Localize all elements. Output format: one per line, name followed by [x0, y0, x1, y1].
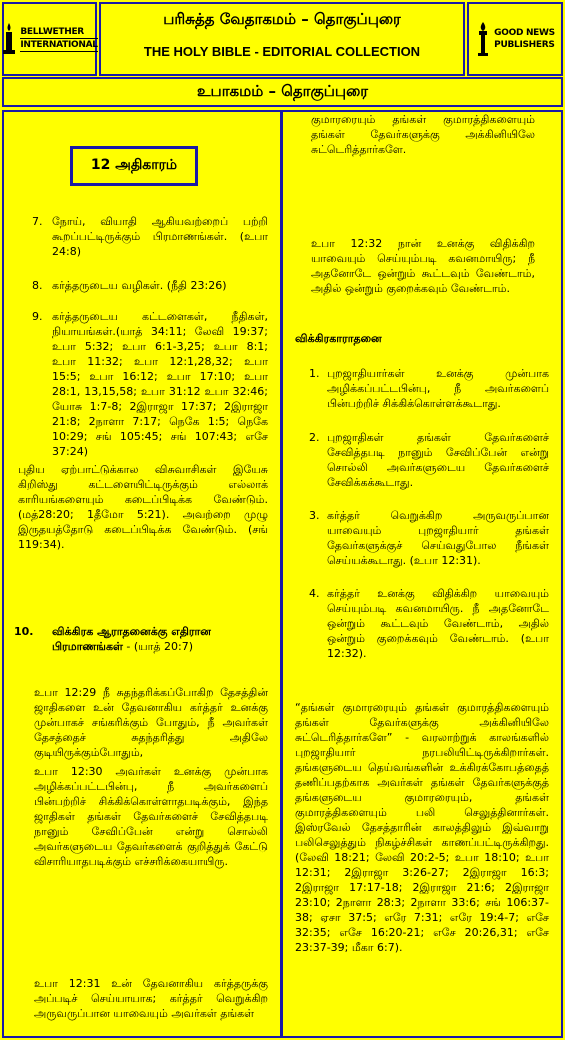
item-8-text: கர்த்தருடைய வழிகள். (நீதி 23:26) — [52, 279, 227, 292]
closing-paragraph: “தங்கள் குமாரரையும் தங்கள் குமாரத்திகளையும் தங்கள் தேவர்களுக்கு அக்கினியிலே சுட்டெரித்தார்களே” - வரலாற்றுக் காலங்களில் புறஜாதியார் நரபலியிட்டிருக்கிறார்கள். தங்களுடைய தெய்வங்களின் உக்கிரக்கோபத்தைத் தணிப்பதற்காக அவர்கள் தங்கள் தேவர்களுக்குத் தங்களுடைய குமாரரையும், தங்கள் குமாரத்திகளையும் பலி செலுத்தினார்கள். இஸ்ரவேல் தேசத்தாரின் காலத்திலும் இவ்வாறு பலிசெலுத்தும் நிகழ்ச்சிகள் காணப்பட்டிருக்கிறது. (லேவி 18:21; லேவி 20:2-5; உபா 18:10; உபா 12:31; 2இராஜா 3:26-27; 2இராஜா 16:3; 2இராஜா 17:17-18; 2இராஜா 21:6; 2இராஜா 23:10; 2நாளா 28:3; 2நாளா 33:6; சங் 106:37-38; ஏசா 37:5; எரே 7:31; எரே 19:4-7; எசே 32:35; எசே 16:20-21; எசே 20:26,31; எசே 23:37-39; மீகா 6:7). — [295, 701, 549, 954]
verse-12-32: உபா 12:32 நான் உனக்கு விதிக்கிற யாவையும் செய்யும்படி கவனமாயிரு; நீ அதனோடே ஒன்றும் கூட்டவும் வேண்டாம், அதில் ஒன்றும் குறைக்கவும் வேண்டாம். — [311, 237, 535, 295]
verse-12-29: உபா 12:29 நீ சுதந்தரிக்கப்போகிற தேசத்தின் ஜாதிகளை உன் தேவனாகிய கர்த்தர் உனக்கு முன்பாகச் சங்கரிக்கும் போதும், நீ அவர்கள் தேசத்தைச் சுதந்தரித்து அதிலே குடியிருக்கும்போதும், — [34, 686, 268, 759]
verse-12-30: உபா 12:30 அவர்கள் உனக்கு முன்பாக அழிக்கப்பட்டபின்பு, நீ அவர்களைப் பின்பற்றிச் சிக்கிக்கொள்ளாதபடிக்கும், இந்த ஜாதிகள் தங்கள் தேவர்களைச் சேவித்தபடி நானும் சேவிப்பேன் என்று சொல்லி அவர்களுடைய தேவர்களைக் குறித்துக் கேட்டு விசாரியாதபடிக்கும் எச்சரிக்கையாயிரு. — [34, 765, 268, 868]
item-10-heading: விக்கிரக ஆராதனைக்கு எதிரான பிரமாணங்கள் — [52, 625, 211, 653]
item-9-text: கர்த்தருடைய கட்டளைகள், நீதிகள், நியாயங்கள்.(யாத் 34:11; லேவி 19:37; உபா 5:32; உபா 6:1-3,25; உபா 8:1; உபா 11:32; உபா 12:1,28,32; உபா 15:5; உபா 16:12; உபா 17:10; உபா 28:1, 13,15,58; உபா 31:12 உபா 32:46; யோசு 1:7-8; 2இராஜா 17:37; 2இராஜா 21:8; 2நாளா 7:17; நெகே 1:5; நெகே 10:29; சங் 105:45; சங் 107:43; எசே 37:24) — [52, 310, 268, 458]
item-8-number: 8. — [32, 279, 43, 292]
item-7-number: 7. — [32, 215, 43, 228]
bellwether-logo-text — [20, 26, 97, 52]
chapter-label: 12 அதிகாரம் — [90, 157, 178, 173]
list-item-2-text: புறஜாதிகள் தங்கள் தேவர்களைச் சேவித்தபடி நானும் சேவிப்பேன் என்று சொல்லி அவர்களுடைய தேவர்களைச் சேவிக்கக்கூடாது. — [327, 431, 549, 489]
idolatry-heading: விக்கிரகாராதனை — [295, 332, 382, 345]
list-item-4-number: 4. — [309, 587, 320, 600]
gnp-logo-box — [467, 2, 563, 76]
torch-icon — [475, 21, 491, 57]
item-10-heading-block — [52, 624, 268, 654]
logo-word-2: INTERNATIONAL — [20, 40, 98, 50]
logo-word-1: BELLWETHER — [20, 26, 97, 39]
list-item-1-number: 1. — [309, 367, 320, 380]
list-item-1-text: புறஜாதியார்கள் உனக்கு முன்பாக அழிக்கப்பட்டபின்பு, நீ அவர்களைப் பின்பற்றிச் சிக்கிக்கொள்ளக்கூடாது. — [327, 367, 549, 410]
list-item-4-text: கர்த்தர் உனக்கு விதிக்கிற யாவையும் செய்யும்படி கவனமாயிரு. நீ அதனோடே ஒன்றும் கூட்டவும் வேண்டாம், அதில் ஒன்றும் குறைக்கவும் வேண்டாம். (உபா 12:32). — [327, 587, 549, 660]
verse-12-31: உபா 12:31 உன் தேவனாகிய கர்த்தருக்கு அப்படிச் செய்யாயாக; கர்த்தர் வெறுக்கிற அருவருப்பான யாவையும் அவர்கள் தங்கள் — [34, 977, 268, 1020]
logo-word-2: PUBLISHERS — [494, 40, 555, 50]
item-10-reference: - (யாத் 20:7) — [122, 640, 194, 653]
candle-icon — [1, 21, 17, 57]
bellwether-logo-box — [2, 2, 97, 76]
continued-paragraph: குமாரரையும் தங்கள் குமாரத்திகளையும் தங்கள் தேவர்களுக்கு அக்கினியிலே சுட்டெரித்தார்களே. — [311, 113, 535, 156]
left-column — [2, 110, 282, 1038]
list-item-3-number: 3. — [309, 509, 320, 522]
list-item-3-text: கர்த்தர் வெறுக்கிற அருவருப்பான யாவையும் புறஜாதியார் தங்கள் தேவர்களுக்குச் செய்வதுபோல நீங்கள் செய்யக்கூடாது. (உபா 12:31). — [327, 509, 549, 567]
list-item-2-number: 2. — [309, 431, 320, 444]
subtitle: உபாகமம் – தொகுப்புரை — [196, 82, 369, 100]
item-9-number: 9. — [32, 310, 43, 323]
believers-paragraph: புதிய ஏற்பாட்டுக்கால விசுவாசிகள் இயேசு கிறிஸ்து கட்டளையிட்டிருக்கும் எல்லாக் காரியங்களையும் கடைப்பிடிக்க வேண்டும். (மத்28:20; 1தீமோ 5:21). அவற்றை முழு இருதயத்தோடு கடைப்பிடிக்க வேண்டும். (சங் 119:34). — [18, 463, 268, 551]
chapter-label-box — [70, 146, 198, 186]
item-10-number: 10. — [14, 625, 34, 638]
logo-word-1: GOOD NEWS — [494, 28, 555, 38]
item-7-text: நோய், வியாதி ஆகியவற்றைப் பற்றி கூறப்பட்டிருக்கும் பிரமாணங்கள். (உபா 24:8) — [52, 215, 268, 258]
gnp-logo — [475, 21, 555, 57]
bellwether-logo — [1, 21, 97, 57]
gnp-logo-text — [494, 27, 555, 51]
title-box — [99, 2, 465, 76]
subtitle-box — [2, 77, 563, 107]
title-english: THE HOLY BIBLE - EDITORIAL COLLECTION — [143, 44, 421, 59]
title-tamil: பரிசுத்த வேதாகமம் – தொகுப்புரை — [163, 10, 401, 28]
right-column — [281, 110, 563, 1038]
